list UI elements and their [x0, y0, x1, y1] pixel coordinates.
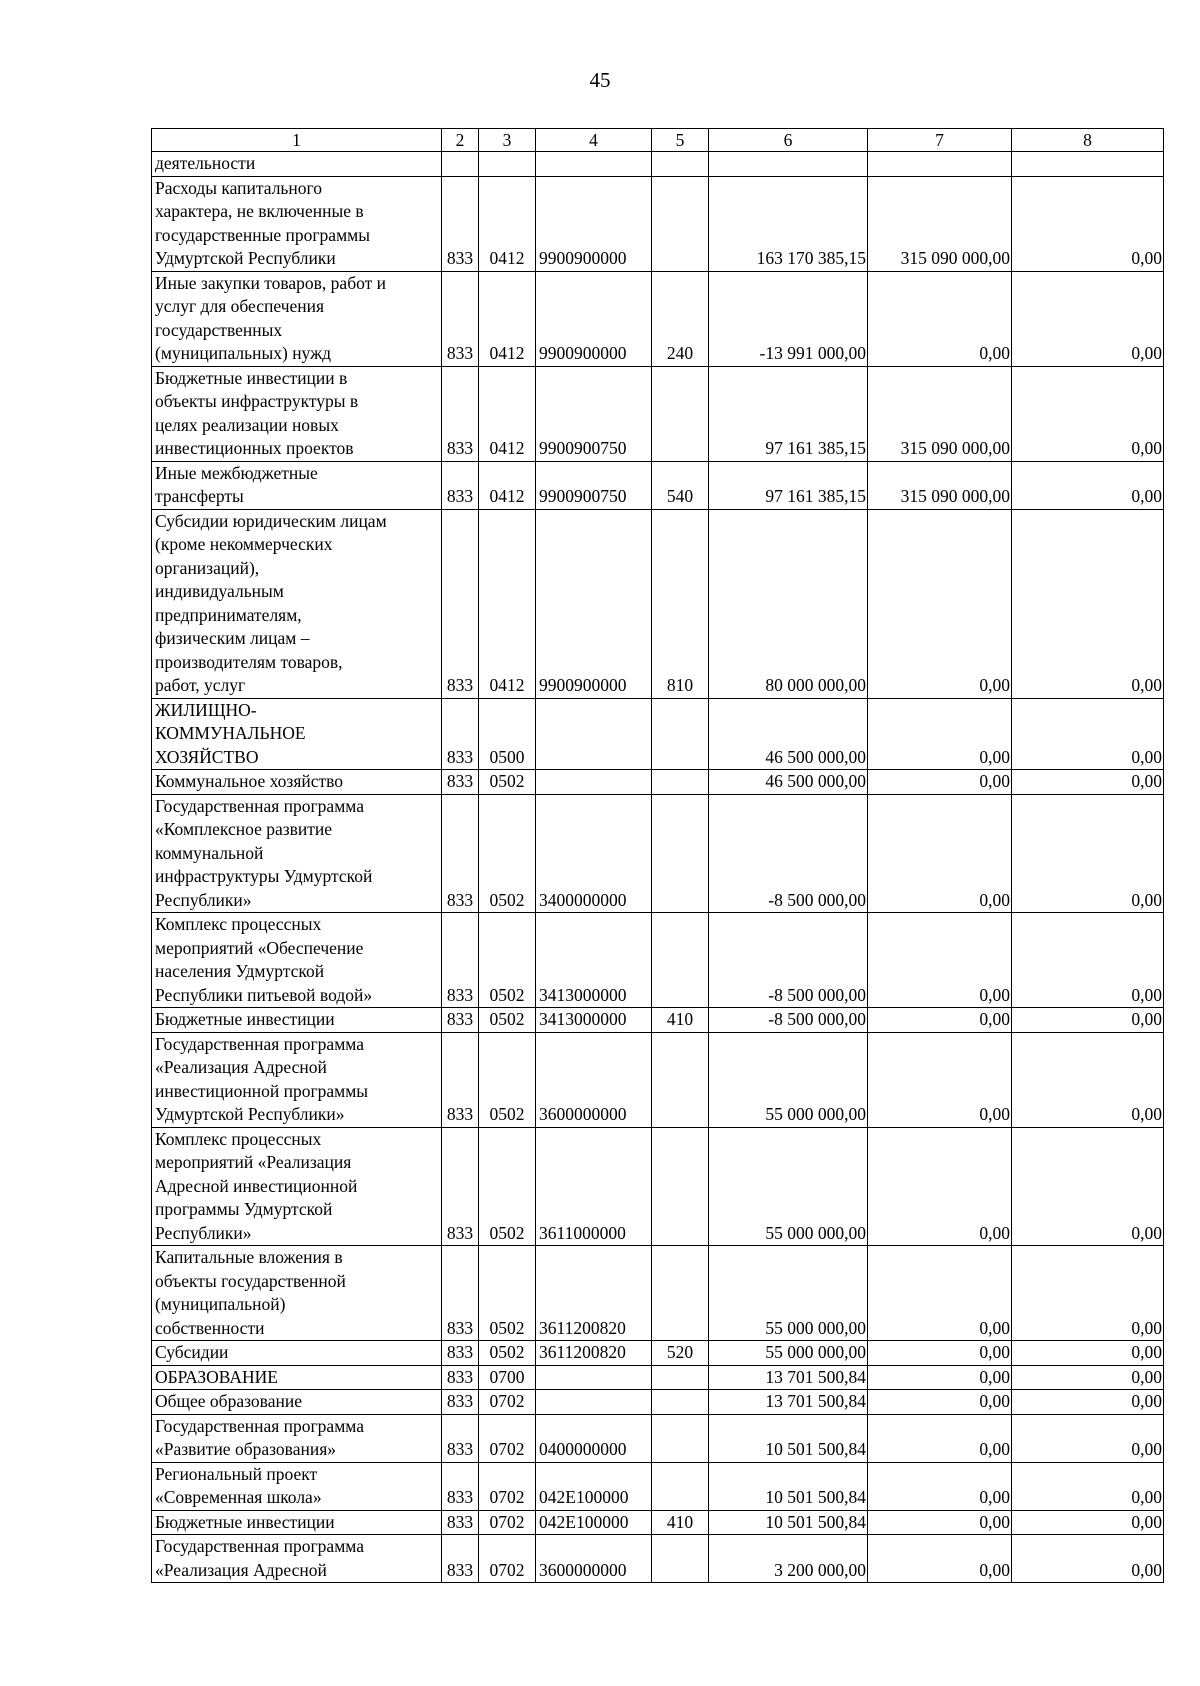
item-name-line: «Комплексное развитие	[155, 819, 333, 839]
amount-cell: 315 090 000,00	[868, 461, 1012, 509]
amount-cell: 0,00	[1012, 176, 1164, 271]
code-cell: 833	[442, 698, 479, 770]
target-article-cell: 9900900000	[536, 176, 652, 271]
amount-cell: -8 500 000,00	[709, 794, 868, 913]
section-cell: 0700	[479, 1365, 536, 1390]
expense-type-cell	[652, 913, 709, 1008]
amount-cell: 0,00	[868, 1127, 1012, 1246]
item-name-line: мероприятий «Реализация	[155, 1152, 352, 1172]
expense-type-cell	[652, 770, 709, 795]
amount-cell	[868, 152, 1012, 177]
amount-cell: 0,00	[1012, 1032, 1164, 1127]
item-name-line: характера, не включенные в	[155, 201, 364, 221]
amount-cell: 0,00	[868, 1510, 1012, 1535]
expense-type-cell: 520	[652, 1341, 709, 1366]
code-cell: 833	[442, 794, 479, 913]
target-article-cell: 9900900000	[536, 271, 652, 366]
item-name-cell	[152, 1032, 442, 1127]
target-article-cell: 9900900750	[536, 366, 652, 461]
amount-cell: 13 701 500,84	[709, 1390, 868, 1415]
code-cell: 833	[442, 1127, 479, 1246]
amount-cell: 55 000 000,00	[709, 1127, 868, 1246]
item-name-line: деятельности	[155, 153, 256, 173]
section-cell: 0502	[479, 794, 536, 913]
amount-cell: 0,00	[1012, 1462, 1164, 1510]
amount-cell: 0,00	[868, 1462, 1012, 1510]
section-cell: 0702	[479, 1462, 536, 1510]
amount-cell: 97 161 385,15	[709, 461, 868, 509]
target-article-cell: 3400000000	[536, 794, 652, 913]
expense-type-cell: 810	[652, 509, 709, 698]
item-name-line: Субсидии юридическим лицам	[155, 510, 387, 531]
item-name-line: Республики»	[155, 1222, 252, 1243]
header-row	[152, 129, 1164, 152]
column-header: 7	[868, 129, 1012, 152]
item-name-cell	[152, 176, 442, 271]
code-cell: 833	[442, 1008, 479, 1033]
amount-cell: 0,00	[1012, 794, 1164, 913]
column-header: 8	[1012, 129, 1164, 152]
section-cell: 0502	[479, 1246, 536, 1341]
table-row	[152, 366, 1164, 461]
column-header: 2	[442, 129, 479, 152]
amount-cell	[1012, 152, 1164, 177]
amount-cell: 0,00	[1012, 271, 1164, 366]
section-cell: 0502	[479, 1127, 536, 1246]
amount-cell: 46 500 000,00	[709, 698, 868, 770]
item-name-line: индивидуальным	[155, 581, 284, 601]
item-name-cell	[152, 913, 442, 1008]
code-cell: 833	[442, 509, 479, 698]
item-name-line: «Развитие образования»	[155, 1439, 337, 1459]
item-name-cell	[152, 271, 442, 366]
item-name-line: (муниципальных) нужд	[155, 343, 332, 363]
expense-type-cell	[652, 1414, 709, 1462]
table-row	[152, 271, 1164, 366]
item-name-cell	[152, 1127, 442, 1246]
item-name-line: производителям товаров,	[155, 651, 343, 672]
table-row	[152, 1008, 1164, 1033]
item-name-line: государственные программы	[155, 224, 370, 245]
table-row	[152, 461, 1164, 509]
item-name-line: трансферты	[155, 486, 244, 506]
item-name-line: коммунальной	[155, 842, 264, 863]
amount-cell: 0,00	[868, 1008, 1012, 1033]
target-article-cell: 0400000000	[536, 1414, 652, 1462]
item-name-line: «Реализация Адресной	[155, 1057, 327, 1077]
amount-cell: 0,00	[1012, 1390, 1164, 1415]
expense-type-cell: 410	[652, 1008, 709, 1033]
item-name-line: объекты инфраструктуры в	[155, 391, 359, 411]
code-cell: 833	[442, 1246, 479, 1341]
item-name-line: Капитальные вложения в	[155, 1247, 343, 1267]
expense-type-cell	[652, 1127, 709, 1246]
expense-type-cell	[652, 176, 709, 271]
expense-type-cell	[652, 1462, 709, 1510]
target-article-cell	[536, 770, 652, 795]
item-name-line: физическим лицам –	[155, 628, 310, 648]
item-name-line: «Реализация Адресной	[155, 1559, 327, 1580]
section-cell: 0702	[479, 1510, 536, 1535]
amount-cell: -8 500 000,00	[709, 913, 868, 1008]
amount-cell: -13 991 000,00	[709, 271, 868, 366]
amount-cell: 10 501 500,84	[709, 1462, 868, 1510]
amount-cell: 0,00	[1012, 1414, 1164, 1462]
target-article-cell: 9900900750	[536, 461, 652, 509]
code-cell: 833	[442, 176, 479, 271]
amount-cell: 0,00	[868, 1032, 1012, 1127]
target-article-cell: 3600000000	[536, 1535, 652, 1583]
table-row	[152, 698, 1164, 770]
column-header: 5	[652, 129, 709, 152]
amount-cell: 13 701 500,84	[709, 1365, 868, 1390]
item-name-cell	[152, 698, 442, 770]
amount-cell: 0,00	[868, 770, 1012, 795]
item-name-line: Государственная программа	[155, 795, 364, 816]
item-name-line: Удмуртской Республики»	[155, 1104, 345, 1124]
section-cell: 0702	[479, 1535, 536, 1583]
section-cell: 0412	[479, 176, 536, 271]
item-name-line: инвестиционных проектов	[155, 438, 354, 458]
item-name-cell	[152, 794, 442, 913]
item-name-cell	[152, 1341, 442, 1366]
target-article-cell	[536, 698, 652, 770]
section-cell: 0502	[479, 770, 536, 795]
table-row	[152, 794, 1164, 913]
item-name-line: ХОЗЯЙСТВО	[155, 746, 259, 767]
code-cell: 833	[442, 1341, 479, 1366]
item-name-line: инвестиционной программы	[155, 1080, 369, 1101]
item-name-line: Государственная программа	[155, 1415, 364, 1436]
section-cell: 0702	[479, 1390, 536, 1415]
item-name-cell	[152, 1414, 442, 1462]
code-cell: 833	[442, 1414, 479, 1462]
code-cell: 833	[442, 1462, 479, 1510]
expense-type-cell: 410	[652, 1510, 709, 1535]
item-name-line: предпринимателям,	[155, 604, 302, 625]
item-name-line: Государственная программа	[155, 1033, 364, 1054]
item-name-cell	[152, 366, 442, 461]
item-name-line: населения Удмуртской	[155, 961, 325, 981]
section-cell: 0502	[479, 1341, 536, 1366]
amount-cell: 0,00	[868, 1365, 1012, 1390]
column-header: 6	[709, 129, 868, 152]
code-cell: 833	[442, 913, 479, 1008]
page-number: 45	[589, 68, 611, 92]
target-article-cell	[536, 152, 652, 177]
table-row	[152, 1127, 1164, 1246]
item-name-line: мероприятий «Обеспечение	[155, 937, 364, 958]
code-cell: 833	[442, 1365, 479, 1390]
item-name-line: Адресной инвестиционной	[155, 1175, 358, 1196]
item-name-line: организаций),	[155, 557, 260, 578]
amount-cell: 0,00	[868, 509, 1012, 698]
section-cell: 0702	[479, 1414, 536, 1462]
table-row	[152, 913, 1164, 1008]
section-cell: 0412	[479, 366, 536, 461]
amount-cell: 3 200 000,00	[709, 1535, 868, 1583]
amount-cell: 0,00	[1012, 1535, 1164, 1583]
item-name-cell	[152, 1390, 442, 1415]
table-row	[152, 770, 1164, 795]
item-name-line: Комплекс процессных	[155, 914, 322, 934]
amount-cell: 55 000 000,00	[709, 1246, 868, 1341]
amount-cell	[709, 152, 868, 177]
table-row	[152, 1535, 1164, 1583]
amount-cell: 10 501 500,84	[709, 1510, 868, 1535]
item-name-line: Бюджетные инвестиции в	[155, 367, 348, 388]
item-name-line: Республики питьевой водой»	[155, 984, 373, 1005]
code-cell: 833	[442, 1535, 479, 1583]
amount-cell: 0,00	[1012, 770, 1164, 795]
item-name-cell	[152, 152, 442, 177]
item-name-line: программы Удмуртской	[155, 1199, 333, 1219]
amount-cell: 0,00	[1012, 366, 1164, 461]
amount-cell: 97 161 385,15	[709, 366, 868, 461]
item-name-line: Иные межбюджетные	[155, 462, 318, 483]
item-name-line: собственности	[155, 1317, 265, 1338]
target-article-cell: 3413000000	[536, 913, 652, 1008]
expense-type-cell: 240	[652, 271, 709, 366]
section-cell: 0502	[479, 1008, 536, 1033]
budget-table	[151, 128, 1164, 1583]
table-row	[152, 1462, 1164, 1510]
item-name-line: ЖИЛИЩНО-	[155, 699, 257, 720]
amount-cell: 0,00	[1012, 1008, 1164, 1033]
code-cell: 833	[442, 271, 479, 366]
item-name-line: услуг для обеспечения	[155, 296, 325, 316]
target-article-cell: 3600000000	[536, 1032, 652, 1127]
item-name-line: Бюджетные инвестиции	[155, 1009, 335, 1029]
item-name-line: государственных	[155, 319, 283, 340]
table-row	[152, 1032, 1164, 1127]
expense-type-cell	[652, 366, 709, 461]
table-row	[152, 176, 1164, 271]
item-name-cell	[152, 461, 442, 509]
amount-cell: 0,00	[1012, 461, 1164, 509]
item-name-line: Комплекс процессных	[155, 1128, 322, 1149]
code-cell	[442, 152, 479, 177]
item-name-line: работ, услуг	[155, 675, 246, 695]
table-row	[152, 1365, 1164, 1390]
amount-cell: 315 090 000,00	[868, 366, 1012, 461]
code-cell: 833	[442, 1510, 479, 1535]
amount-cell: 0,00	[868, 1341, 1012, 1366]
section-cell: 0500	[479, 698, 536, 770]
item-name-cell	[152, 1246, 442, 1341]
item-name-cell	[152, 1535, 442, 1583]
amount-cell: 0,00	[1012, 1365, 1164, 1390]
target-article-cell: 042E100000	[536, 1510, 652, 1535]
table-row	[152, 1390, 1164, 1415]
column-header: 3	[479, 129, 536, 152]
item-name-line: Расходы капитального	[155, 177, 323, 198]
expense-type-cell	[652, 1246, 709, 1341]
target-article-cell: 3611200820	[536, 1341, 652, 1366]
target-article-cell: 3611000000	[536, 1127, 652, 1246]
target-article-cell	[536, 1365, 652, 1390]
item-name-cell	[152, 509, 442, 698]
table-row	[152, 152, 1164, 177]
amount-cell: 0,00	[868, 913, 1012, 1008]
item-name-line: Государственная программа	[155, 1536, 364, 1556]
amount-cell: 10 501 500,84	[709, 1414, 868, 1462]
item-name-line: Иные закупки товаров, работ и	[155, 272, 387, 293]
expense-type-cell	[652, 1535, 709, 1583]
section-cell: 0412	[479, 461, 536, 509]
column-header: 4	[536, 129, 652, 152]
item-name-line: объекты государственной	[155, 1270, 346, 1291]
target-article-cell: 3413000000	[536, 1008, 652, 1033]
amount-cell: 315 090 000,00	[868, 176, 1012, 271]
section-cell: 0412	[479, 509, 536, 698]
table-row	[152, 1246, 1164, 1341]
item-name-line: ОБРАЗОВАНИЕ	[155, 1366, 278, 1387]
section-cell: 0502	[479, 913, 536, 1008]
item-name-cell	[152, 1365, 442, 1390]
target-article-cell: 3611200820	[536, 1246, 652, 1341]
amount-cell: 163 170 385,15	[709, 176, 868, 271]
amount-cell: 0,00	[868, 1535, 1012, 1583]
item-name-line: Удмуртской Республики	[155, 248, 336, 268]
target-article-cell: 9900900000	[536, 509, 652, 698]
item-name-line: Республики»	[155, 889, 252, 910]
expense-type-cell	[652, 794, 709, 913]
code-cell: 833	[442, 770, 479, 795]
item-name-line: (муниципальной)	[155, 1294, 286, 1314]
amount-cell: 0,00	[868, 1390, 1012, 1415]
amount-cell: 55 000 000,00	[709, 1341, 868, 1366]
item-name-cell	[152, 1462, 442, 1510]
amount-cell: 55 000 000,00	[709, 1032, 868, 1127]
section-cell: 0502	[479, 1032, 536, 1127]
expense-type-cell: 540	[652, 461, 709, 509]
item-name-line: (кроме некоммерческих	[155, 534, 333, 554]
table-row	[152, 1414, 1164, 1462]
amount-cell: 80 000 000,00	[709, 509, 868, 698]
amount-cell: 0,00	[868, 1246, 1012, 1341]
amount-cell: 0,00	[868, 271, 1012, 366]
item-name-cell	[152, 1008, 442, 1033]
target-article-cell	[536, 1390, 652, 1415]
amount-cell: 0,00	[1012, 1341, 1164, 1366]
amount-cell: 0,00	[1012, 509, 1164, 698]
item-name-line: Общее образование	[155, 1391, 302, 1411]
item-name-cell	[152, 770, 442, 795]
target-article-cell: 042E100000	[536, 1462, 652, 1510]
amount-cell: 46 500 000,00	[709, 770, 868, 795]
table-row	[152, 1341, 1164, 1366]
item-name-line: КОММУНАЛЬНОЕ	[155, 723, 306, 743]
expense-type-cell	[652, 1365, 709, 1390]
item-name-line: Субсидии	[155, 1342, 229, 1362]
item-name-cell	[152, 1510, 442, 1535]
amount-cell: 0,00	[1012, 1510, 1164, 1535]
amount-cell: 0,00	[1012, 1127, 1164, 1246]
code-cell: 833	[442, 461, 479, 509]
amount-cell: -8 500 000,00	[709, 1008, 868, 1033]
expense-type-cell	[652, 1032, 709, 1127]
item-name-line: «Современная школа»	[155, 1487, 322, 1507]
amount-cell: 0,00	[1012, 1246, 1164, 1341]
table-row	[152, 509, 1164, 698]
table-body	[152, 129, 1164, 1583]
item-name-line: целях реализации новых	[155, 414, 339, 435]
expense-type-cell	[652, 698, 709, 770]
item-name-line: Региональный проект	[155, 1463, 318, 1484]
code-cell: 833	[442, 1390, 479, 1415]
table-row	[152, 1510, 1164, 1535]
section-cell	[479, 152, 536, 177]
amount-cell: 0,00	[1012, 698, 1164, 770]
code-cell: 833	[442, 366, 479, 461]
item-name-line: Коммунальное хозяйство	[155, 771, 344, 791]
item-name-line: Бюджетные инвестиции	[155, 1511, 335, 1532]
amount-cell: 0,00	[868, 698, 1012, 770]
amount-cell: 0,00	[868, 794, 1012, 913]
expense-type-cell	[652, 1390, 709, 1415]
expense-type-cell	[652, 152, 709, 177]
amount-cell: 0,00	[868, 1414, 1012, 1462]
item-name-line: инфраструктуры Удмуртской	[155, 866, 373, 886]
section-cell: 0412	[479, 271, 536, 366]
column-header: 1	[152, 129, 442, 152]
code-cell: 833	[442, 1032, 479, 1127]
amount-cell: 0,00	[1012, 913, 1164, 1008]
